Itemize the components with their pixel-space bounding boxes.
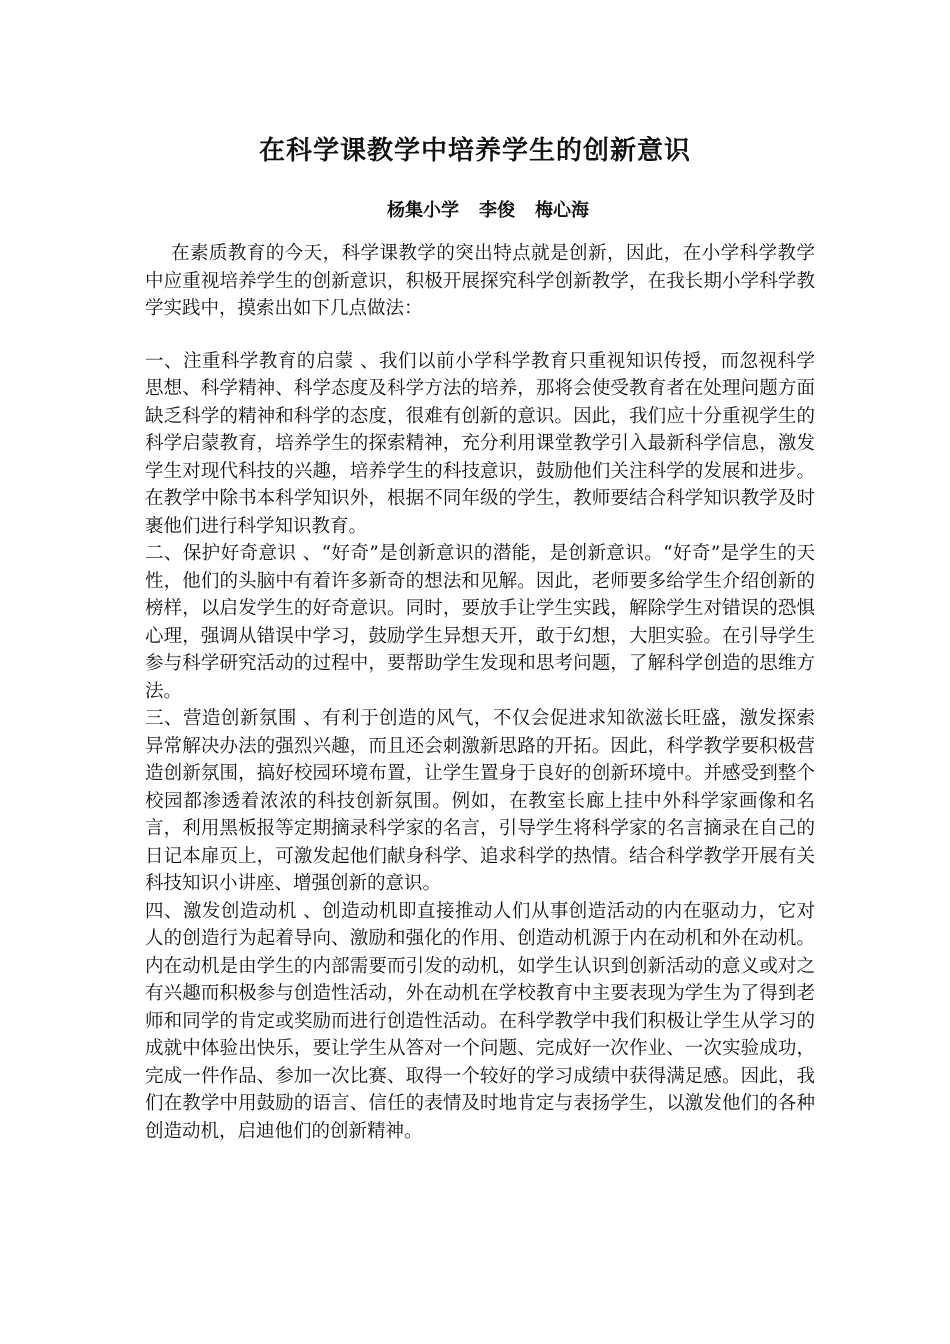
- section-text: 、创造动机即直接推动人们从事创造活动的内在驱动力，它对人的创造行为起着导向、激励和强化的作用、创造动机源于内在动机和外在动机。内在动机是由学生的内部需要而引发的动机，如学生认识到创新活动的意义或对之有兴趣而积极参与创造性活动，外在动机在学校教育中主要表现为学生为了得到老师和同学的肯定或奖励而进行创造性活动。在科学教学中我们积极让学生从学习的成就中体验出快乐，要让学生从答对一个问题、完成好一次作业、一次实验成功，完成一件作品、参加一次比赛、取得一个较好的学习成绩中获得满足感。因此，我们在教学中用鼓励的语言、信任的表情及时地肯定与表扬学生，以激发他们的各种创造动机，启迪他们的创新精神。: [145, 900, 815, 1142]
- section-heading: 三、营造创新氛围: [145, 708, 297, 729]
- section-text: 、我们以前小学科学教育只重视知识传授，而忽视科学思想、科学精神、科学态度及科学方法的培养，那将会使受教育者在处理问题方面缺乏科学的精神和科学的态度，很难有创新的意识。因此，我们应十分重视学生的科学启蒙教育，培养学生的探索精神，充分利用课堂教学引入最新科学信息，激发学生对现代科技的兴趣，培养学生的科技意识，鼓励他们关注科学的发展和进步。在教学中除书本科学知识外，根据不同年级的学生，教师要结合科学知识教学及时裹他们进行科学知识教育。: [145, 350, 815, 537]
- author-name-1: 李俊: [479, 200, 515, 221]
- document-body: [145, 240, 815, 1145]
- section-paragraph: [145, 705, 815, 898]
- section-paragraph: [145, 540, 815, 705]
- document-title: 在科学课教学中培养学生的创新意识: [258, 136, 691, 166]
- section-heading: 二、保护好奇意识: [145, 543, 297, 564]
- author-line: [387, 196, 609, 222]
- author-school: 杨集小学: [387, 200, 459, 221]
- section-paragraph: [145, 898, 815, 1146]
- intro-paragraph: 在素质教育的今天，科学课教学的突出特点就是创新，因此，在小学科学教学中应重视培养学生的创新意识，积极开展探究科学创新教学，在我长期小学科学教学实践中，摸索出如下几点做法：: [145, 243, 815, 319]
- author-name-2: 梅心海: [535, 200, 589, 221]
- section-heading: 一、注重科学教育的启蒙: [145, 350, 354, 372]
- section-text: 、有利于创造的风气，不仅会促进求知欲滋长旺盛，激发探索异常解决办法的强烈兴趣，而且还会刺激新思路的开拓。因此，科学教学要积极营造创新氛围，搞好校园环境布置，让学生置身于良好的创新环境中。并感受到整个校园都渗透着浓浓的科技创新氛围。例如，在教室长廊上挂中外科学家画像和名言，利用黑板报等定期摘录科学家的名言，引导学生将科学家的名言摘录在自己的日记本扉页上，可激发起他们献身科学、追求科学的热情。结合科学教学开展有关科技知识小讲座、增强创新的意识。: [145, 708, 815, 894]
- section-heading: 四、激发创造动机: [145, 900, 297, 922]
- section-text: 、“好奇”是创新意识的潜能，是创新意识。“好奇”是学生的天性，他们的头脑中有着许多新奇的想法和见解。因此，老师要多给学生介绍创新的榜样，以启发学生的好奇意识。同时，要放手让学生实践，解除学生对错误的恐惧心理，强调从错误中学习，鼓励学生异想天开，敢于幻想，大胆实验。在引导学生参与科学研究活动的过程中，要帮助学生发现和思考问题，了解科学创造的思维方法。: [145, 543, 815, 702]
- section-paragraph: [145, 348, 815, 541]
